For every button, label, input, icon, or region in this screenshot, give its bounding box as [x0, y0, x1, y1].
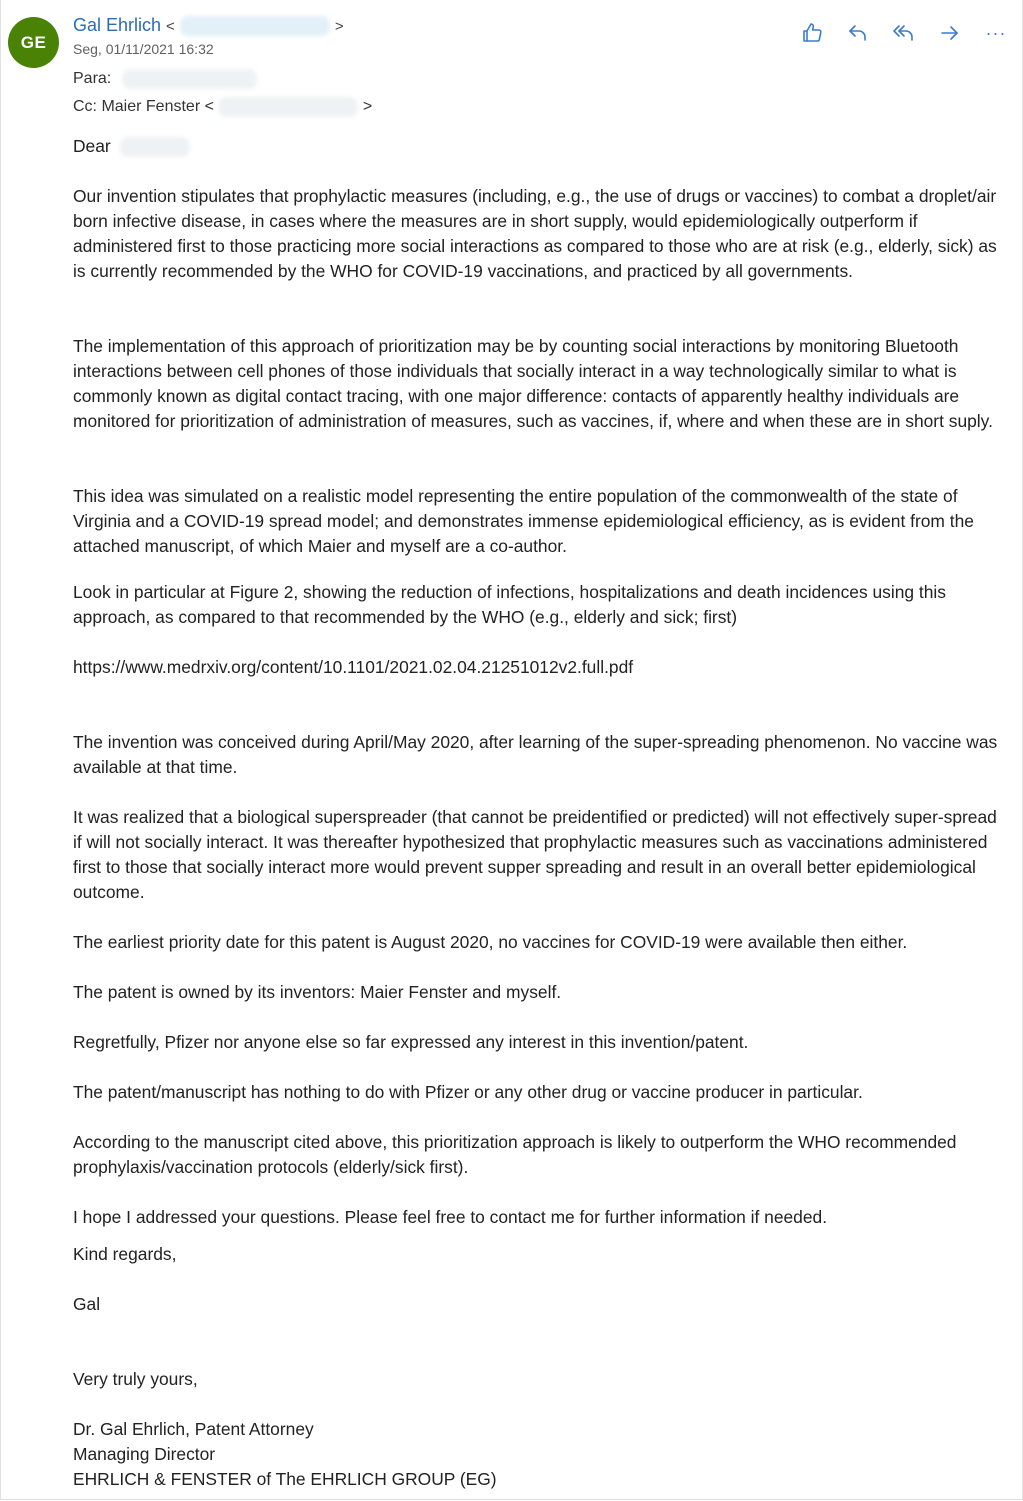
body-paragraph-7: The earliest priority date for this patent is August 2020, no vaccines for COVID-19 were available then either. [73, 932, 908, 952]
cc-email-open-bracket: < [204, 98, 214, 116]
cc-line [73, 97, 372, 117]
signature-block [73, 1417, 1008, 1492]
cc-recipient-name[interactable]: Maier Fenster [101, 98, 201, 116]
forward-button[interactable] [933, 20, 967, 46]
sender-line [73, 15, 344, 36]
signature-line-2: Managing Director [73, 1444, 216, 1464]
sent-date: Seg, 01/11/2021 16:32 [73, 41, 214, 57]
forward-icon [938, 21, 962, 45]
recipient-name-redacted [120, 137, 190, 157]
message-actions [795, 20, 1013, 46]
reply-all-icon [892, 21, 916, 45]
signature-line-3: EHRLICH & FENSTER of The EHRLICH GROUP (EG) [73, 1469, 497, 1489]
cc-email-redacted [218, 97, 358, 117]
signature-line-1: Dr. Gal Ehrlich, Patent Attorney [73, 1419, 314, 1439]
greeting [73, 134, 1008, 159]
cc-email-close-bracket: > [362, 98, 373, 116]
sender-email-open-bracket: < [166, 18, 175, 35]
body-paragraph-1: Our invention stipulates that prophylactic measures (including, e.g., the use of drugs or vaccines) to combat a droplet/air born infective disease, in cases where the measures are in short supply, would epidemiologically outperform if administered first to those practicing more social interactions as compared to those who are at risk (e.g., elderly, sick) as is currently recommended by the WHO for COVID-19 vaccinations, and practiced by all governments. [73, 186, 997, 281]
to-line [73, 69, 257, 89]
closing-very-truly: Very truly yours, [73, 1369, 198, 1389]
sender-avatar[interactable] [8, 17, 59, 68]
body-paragraph-5: The invention was conceived during April/May 2020, after learning of the super-spreading phenomenon. No vaccine was available at that time. [73, 732, 998, 777]
sender-name[interactable]: Gal Ehrlich [73, 15, 162, 35]
more-actions-button[interactable] [979, 20, 1013, 46]
manuscript-link[interactable]: https://www.medrxiv.org/content/10.1101/2021.02.04.21251012v2.full.pdf [73, 657, 634, 677]
reply-all-button[interactable] [887, 20, 921, 46]
body-paragraph-11: According to the manuscript cited above, this prioritization approach is likely to outperform the WHO recommended prophylaxis/vaccination protocols (elderly/sick first). [73, 1132, 957, 1177]
body-paragraph-9: Regretfully, Pfizer nor anyone else so far expressed any interest in this invention/patent. [73, 1032, 749, 1052]
to-recipient-redacted[interactable] [122, 69, 257, 89]
to-label: Para: [73, 70, 112, 88]
cc-label: Cc: [73, 98, 97, 116]
sender-email-redacted [180, 16, 330, 36]
reply-button[interactable] [841, 20, 875, 46]
like-icon [800, 21, 824, 45]
like-button[interactable] [795, 20, 829, 46]
closing-name: Gal [73, 1294, 101, 1314]
avatar-initials: GE [20, 32, 47, 52]
reply-icon [846, 21, 870, 45]
more-icon: ··· [985, 22, 1007, 43]
body-paragraph-8: The patent is owned by its inventors: Maier Fenster and myself. [73, 982, 562, 1002]
closing-kind-regards: Kind regards, [73, 1244, 177, 1264]
body-paragraph-12: I hope I addressed your questions. Please feel free to contact me for further information if needed. [73, 1207, 828, 1227]
body-paragraph-10: The patent/manuscript has nothing to do with Pfizer or any other drug or vaccine producer in particular. [73, 1082, 863, 1102]
body-paragraph-4: Look in particular at Figure 2, showing the reduction of infections, hospitalizations and death incidences using this approach, as compared to that recommended by the WHO (e.g., elderly and sick; first) [73, 582, 946, 627]
sender-email-close-bracket: > [334, 18, 344, 35]
body-paragraph-3: This idea was simulated on a realistic model representing the entire population of the commonwealth of the state of Virginia and a COVID-19 spread model; and demonstrates immense epidemiological efficiency, as is evident from the attached manuscript, of which Maier and myself are a co-author. [73, 486, 974, 556]
body-paragraph-6: It was realized that a biological superspreader (that cannot be preidentified or predicted) will not effectively super-spread if will not socially interact. It was thereafter hypothesized that prophylactic measures such as vaccinations administered first to those that socially interact more would prevent supper spreading and result in an overall better epidemiological outcome. [73, 807, 997, 902]
greeting-text: Dear [73, 136, 111, 156]
body-paragraph-2: The implementation of this approach of prioritization may be by counting social interactions by monitoring Bluetooth interactions between cell phones of those individuals that socially interact in a way technologically similar to what is commonly known as digital contact tracing, with one major difference: contacts of apparently healthy individuals are monitored for prioritization of administration of measures, such as vaccines, if, where and when these are in short suply. [73, 336, 993, 431]
